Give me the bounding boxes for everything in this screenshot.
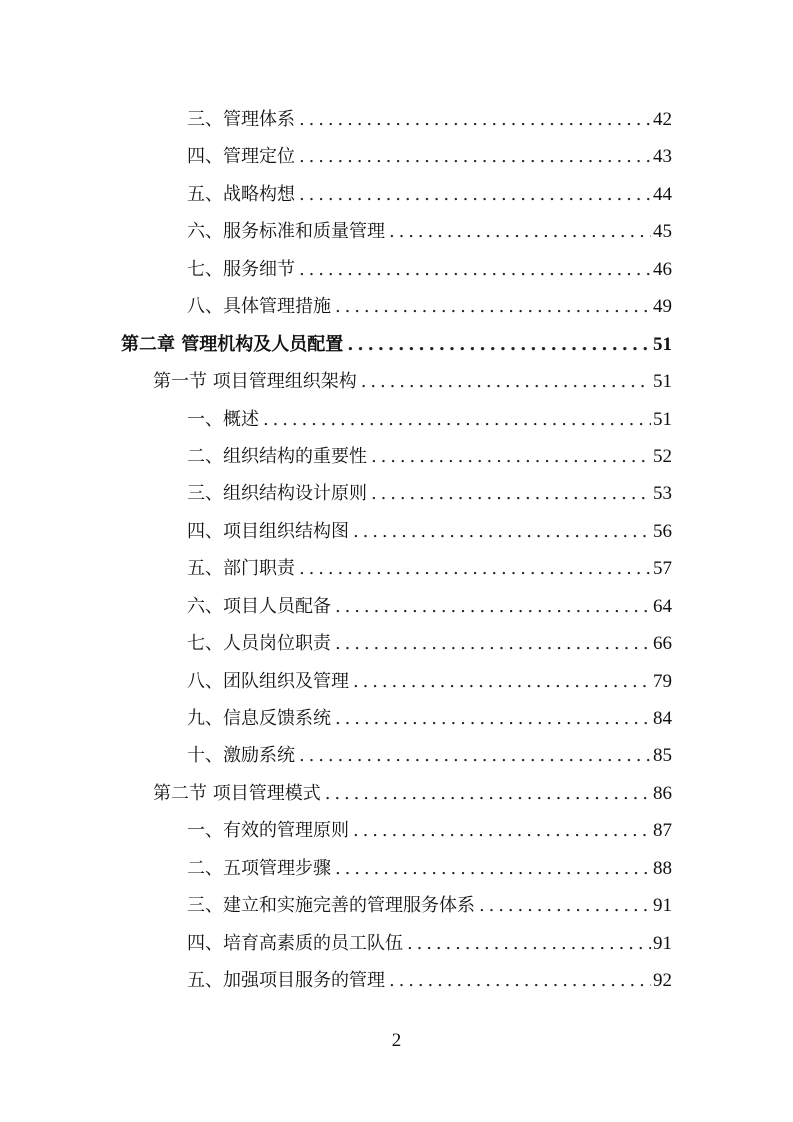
toc-item-entry[interactable] <box>0 475 793 512</box>
toc-dot-leader <box>361 363 651 400</box>
page-number: 2 <box>391 1030 402 1051</box>
toc-dot-leader <box>335 700 651 737</box>
toc-dot-leader <box>407 925 651 962</box>
toc-section-entry[interactable] <box>0 775 793 812</box>
toc-entry-page-number: 42 <box>653 109 672 130</box>
toc-entry-title: 第一节 项目管理组织架构 <box>153 371 357 393</box>
toc-entry-title: 三、组织结构设计原则 <box>187 483 367 505</box>
table-of-contents <box>0 101 793 1000</box>
toc-dot-leader <box>299 176 651 213</box>
toc-item-entry[interactable] <box>0 812 793 849</box>
toc-dot-leader <box>335 288 651 325</box>
toc-item-entry[interactable] <box>0 213 793 250</box>
toc-item-entry[interactable] <box>0 401 793 438</box>
toc-item-entry[interactable] <box>0 700 793 737</box>
toc-dot-leader <box>335 850 651 887</box>
toc-entry-title: 一、概述 <box>187 408 259 430</box>
toc-entry-title: 二、五项管理步骤 <box>187 857 331 879</box>
toc-dot-leader <box>371 438 651 475</box>
toc-dot-leader <box>299 251 651 288</box>
toc-entry-title: 七、人员岗位职责 <box>187 633 331 655</box>
toc-entry-title: 二、组织结构的重要性 <box>187 445 367 467</box>
toc-entry-title: 四、项目组织结构图 <box>187 520 349 542</box>
toc-entry-page-number: 64 <box>653 595 672 617</box>
toc-dot-leader <box>389 213 651 250</box>
toc-entry-title: 第二节 项目管理模式 <box>153 782 321 804</box>
toc-dot-leader <box>299 101 651 138</box>
toc-dot-leader <box>335 588 651 625</box>
toc-entry-page-number: 88 <box>653 857 672 879</box>
toc-dot-leader <box>479 887 651 924</box>
toc-item-entry[interactable] <box>0 513 793 550</box>
toc-item-entry[interactable] <box>0 251 793 288</box>
toc-entry-title: 四、培育高素质的员工队伍 <box>187 932 403 954</box>
toc-entry-page-number: 51 <box>653 333 672 355</box>
toc-item-entry[interactable] <box>0 737 793 774</box>
toc-entry-page-number: 84 <box>653 708 672 729</box>
toc-entry-title: 六、服务标准和质量管理 <box>187 221 385 243</box>
toc-entry-page-number: 46 <box>653 258 672 280</box>
toc-item-entry[interactable] <box>0 588 793 625</box>
toc-item-entry[interactable] <box>0 138 793 175</box>
toc-dot-leader <box>353 812 651 849</box>
toc-entry-title: 四、管理定位 <box>187 146 295 168</box>
toc-entry-title: 三、建立和实施完善的管理服务体系 <box>187 895 475 917</box>
toc-chapter-entry[interactable] <box>0 326 793 363</box>
toc-entry-page-number: 79 <box>653 670 672 692</box>
toc-entry-page-number: 91 <box>653 932 672 954</box>
toc-item-entry[interactable] <box>0 887 793 924</box>
toc-entry-page-number: 43 <box>653 146 672 168</box>
toc-item-entry[interactable] <box>0 663 793 700</box>
toc-entry-title: 第二章 管理机构及人员配置 <box>121 333 344 355</box>
toc-entry-title: 五、部门职责 <box>187 558 295 580</box>
toc-entry-page-number: 51 <box>653 371 672 393</box>
toc-dot-leader <box>371 475 651 512</box>
toc-dot-leader <box>299 550 651 587</box>
toc-dot-leader <box>353 663 651 700</box>
toc-item-entry[interactable] <box>0 850 793 887</box>
toc-item-entry[interactable] <box>0 101 793 138</box>
toc-entry-page-number: 91 <box>653 895 672 917</box>
toc-dot-leader <box>299 737 651 774</box>
toc-item-entry[interactable] <box>0 962 793 999</box>
toc-item-entry[interactable] <box>0 176 793 213</box>
toc-item-entry[interactable] <box>0 625 793 662</box>
toc-item-entry[interactable] <box>0 438 793 475</box>
toc-entry-title: 六、项目人员配备 <box>187 595 331 617</box>
toc-entry-title: 八、具体管理措施 <box>187 296 331 318</box>
toc-item-entry[interactable] <box>0 550 793 587</box>
toc-entry-title: 八、团队组织及管理 <box>187 670 349 692</box>
toc-section-entry[interactable] <box>0 363 793 400</box>
toc-entry-page-number: 85 <box>653 745 672 767</box>
toc-entry-page-number: 45 <box>653 221 672 243</box>
toc-entry-title: 五、加强项目服务的管理 <box>187 970 385 992</box>
toc-dot-leader <box>263 401 651 438</box>
toc-entry-title: 一、有效的管理原则 <box>187 820 349 842</box>
toc-entry-page-number: 44 <box>653 183 672 205</box>
toc-entry-page-number: 57 <box>653 558 672 580</box>
toc-entry-page-number: 52 <box>653 445 672 467</box>
toc-item-entry[interactable] <box>0 288 793 325</box>
toc-entry-title: 三、管理体系 <box>187 109 295 130</box>
toc-dot-leader <box>353 513 651 550</box>
toc-dot-leader <box>389 962 651 999</box>
toc-entry-page-number: 86 <box>653 782 672 804</box>
toc-entry-page-number: 51 <box>653 408 672 430</box>
toc-entry-title: 十、激励系统 <box>187 745 295 767</box>
toc-entry-page-number: 56 <box>653 520 672 542</box>
toc-entry-page-number: 87 <box>653 820 672 842</box>
toc-entry-title: 九、信息反馈系统 <box>187 708 331 729</box>
toc-entry-title: 五、战略构想 <box>187 183 295 205</box>
toc-entry-page-number: 53 <box>653 483 672 505</box>
toc-item-entry[interactable] <box>0 925 793 962</box>
toc-entry-page-number: 92 <box>653 970 672 992</box>
toc-dot-leader <box>347 326 651 363</box>
toc-dot-leader <box>335 625 651 662</box>
toc-dot-leader <box>299 138 651 175</box>
toc-entry-title: 七、服务细节 <box>187 258 295 280</box>
toc-entry-page-number: 66 <box>653 633 672 655</box>
toc-entry-page-number: 49 <box>653 296 672 318</box>
toc-dot-leader <box>325 775 651 812</box>
